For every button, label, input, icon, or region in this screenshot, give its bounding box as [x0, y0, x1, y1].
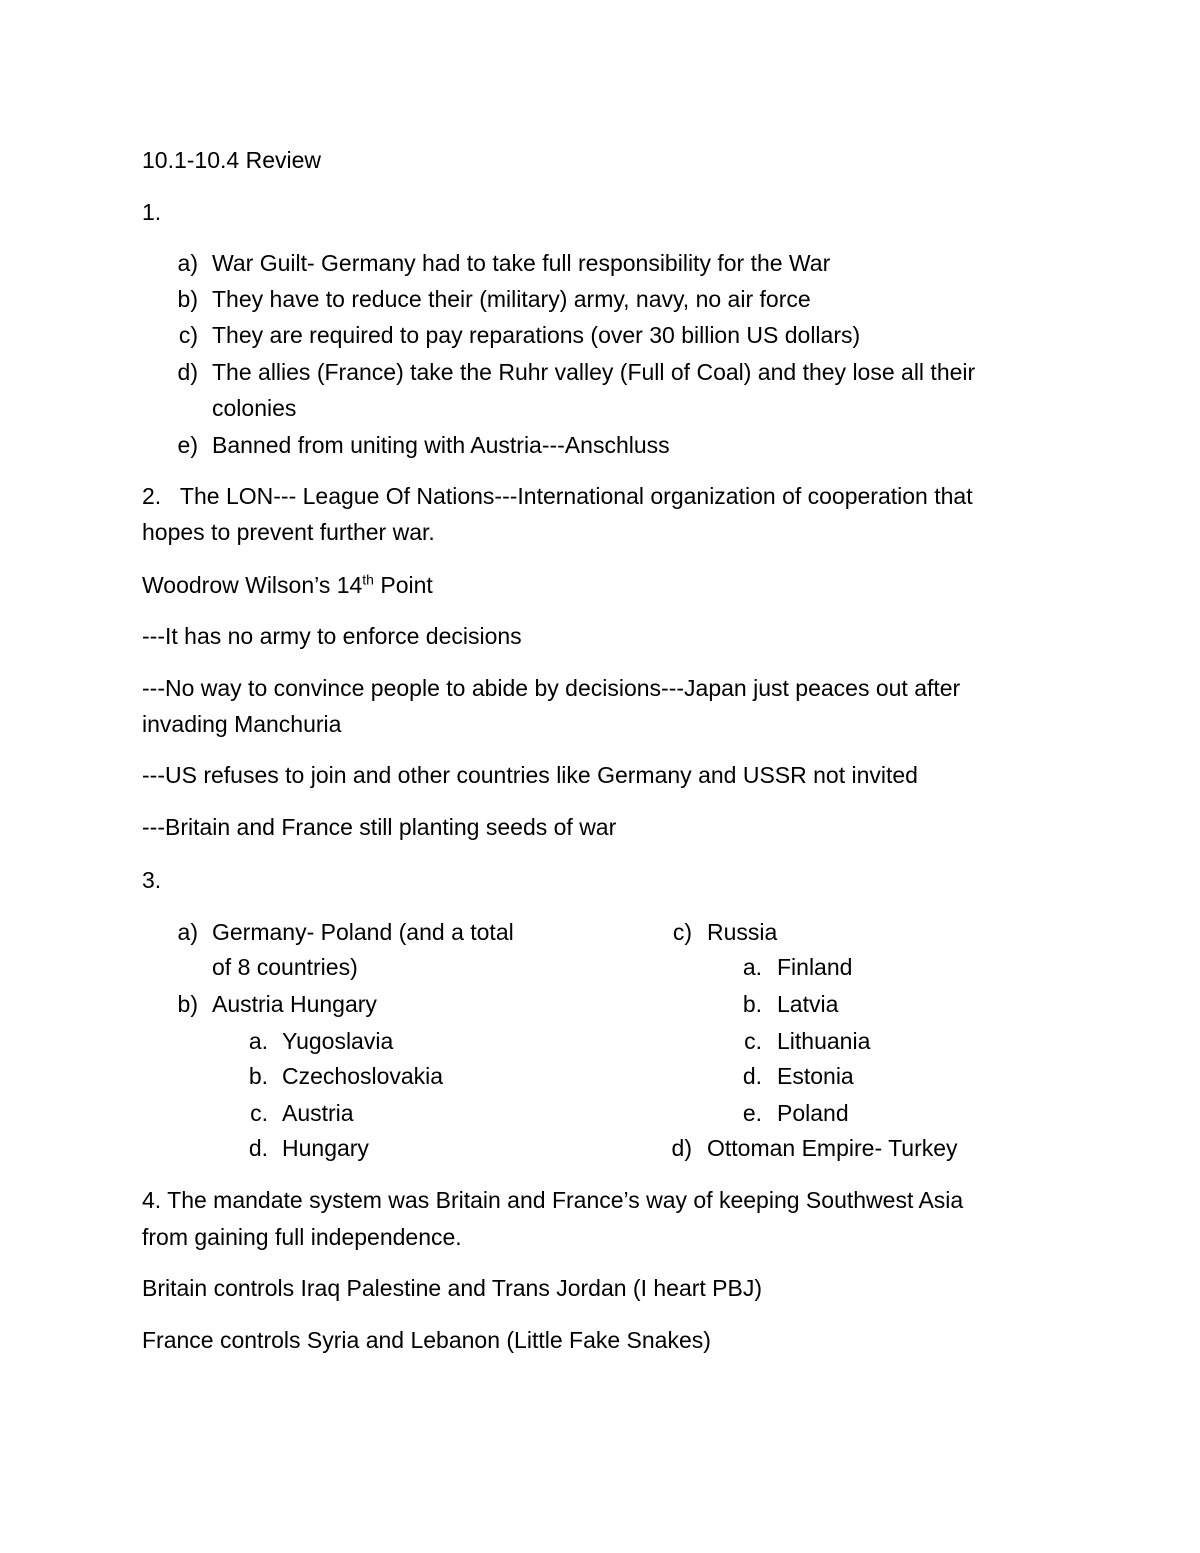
austria-hungary-sub-d-marker: d. — [248, 1135, 268, 1161]
question-4-line-2: from gaining full independence. — [142, 1224, 462, 1250]
q1-item-a-marker: a) — [177, 250, 198, 276]
russia-sub-b-marker: b. — [742, 991, 762, 1017]
q1-item-d-text-continued: colonies — [212, 395, 297, 421]
wilson-suffix: Point — [373, 572, 433, 598]
wilson-point-line — [142, 567, 433, 603]
france-mandates: France controls Syria and Lebanon (Little Fake Snakes) — [142, 1327, 711, 1353]
q3-item-a-text: Germany- Poland (and a total — [212, 919, 514, 945]
q1-item-a-text: War Guilt- Germany had to take full responsibility for the War — [212, 250, 831, 276]
question-3-number: 3. — [142, 867, 162, 893]
q3-item-a-text-continued: of 8 countries) — [212, 954, 358, 980]
q1-item-b-text: They have to reduce their (military) army, navy, no air force — [212, 286, 811, 312]
russia-sub-e-marker: e. — [742, 1100, 762, 1126]
question-4-line-1: 4. The mandate system was Britain and France’s way of keeping Southwest Asia — [142, 1187, 964, 1213]
wilson-prefix: Woodrow Wilson’s 14 — [142, 572, 363, 598]
q1-item-d-marker: d) — [177, 359, 198, 385]
austria-hungary-sub-d-text: Hungary — [282, 1135, 369, 1161]
q1-item-c-marker: c) — [178, 322, 198, 348]
britain-mandates: Britain controls Iraq Palestine and Trans Jordan (I heart PBJ) — [142, 1275, 763, 1301]
russia-sub-c-marker: c. — [744, 1028, 762, 1054]
lon-weakness-1: ---It has no army to enforce decisions — [142, 623, 522, 649]
q1-item-e-text: Banned from uniting with Austria---Anschluss — [212, 432, 670, 458]
russia-sub-e-text: Poland — [777, 1100, 849, 1126]
austria-hungary-sub-b-marker: b. — [248, 1063, 268, 1089]
q3-item-b-marker: b) — [177, 991, 198, 1017]
q3-item-c-marker: c) — [672, 919, 692, 945]
lon-weakness-2: ---No way to convince people to abide by decisions---Japan just peaces out after — [142, 675, 961, 701]
q3-item-b-text: Austria Hungary — [212, 991, 377, 1017]
q3-item-c-text: Russia — [707, 919, 778, 945]
russia-sub-c-text: Lithuania — [777, 1028, 871, 1054]
q1-item-e-marker: e) — [177, 432, 198, 458]
russia-sub-d-marker: d. — [742, 1063, 762, 1089]
q3-item-d-marker: d) — [671, 1135, 692, 1161]
wilson-superscript: th — [362, 571, 374, 588]
lon-weakness-4: ---Britain and France still planting seeds of war — [142, 814, 617, 840]
document-title: 10.1-10.4 Review — [142, 147, 321, 173]
q1-item-c-text: They are required to pay reparations (over 30 billion US dollars) — [212, 322, 861, 348]
q1-item-d-text: The allies (France) take the Ruhr valley (Full of Coal) and they lose all their — [212, 359, 976, 385]
question-2-line-2: hopes to prevent further war. — [142, 519, 435, 545]
austria-hungary-sub-b-text: Czechoslovakia — [282, 1063, 444, 1089]
q1-item-b-marker: b) — [177, 286, 198, 312]
question-1-number: 1. — [142, 199, 162, 225]
russia-sub-a-text: Finland — [777, 954, 853, 980]
austria-hungary-sub-c-text: Austria — [282, 1100, 354, 1126]
lon-weakness-3: ---US refuses to join and other countries like Germany and USSR not invited — [142, 762, 918, 788]
russia-sub-a-marker: a. — [742, 954, 762, 980]
austria-hungary-sub-a-text: Yugoslavia — [282, 1028, 394, 1054]
austria-hungary-sub-a-marker: a. — [248, 1028, 268, 1054]
lon-weakness-2-continued: invading Manchuria — [142, 711, 342, 737]
austria-hungary-sub-c-marker: c. — [250, 1100, 268, 1126]
russia-sub-b-text: Latvia — [777, 991, 839, 1017]
q3-item-a-marker: a) — [177, 919, 198, 945]
question-2-line-1: 2. The LON--- League Of Nations---International organization of cooperation that — [142, 483, 973, 509]
q3-item-d-text: Ottoman Empire- Turkey — [707, 1135, 958, 1161]
russia-sub-d-text: Estonia — [777, 1063, 854, 1089]
